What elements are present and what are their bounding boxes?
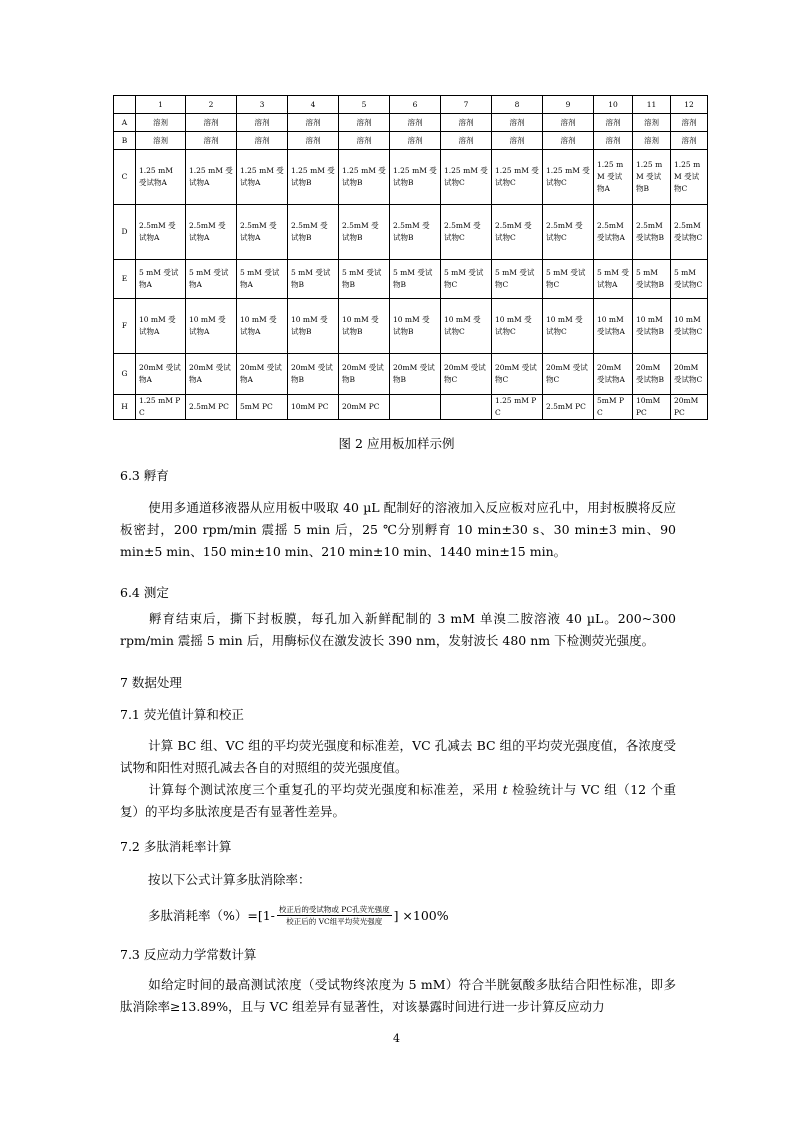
table-cell: 溶剂 [441,114,492,132]
section-heading-6-4: 6.4 测定 [120,585,169,600]
table-cell: 2.5mM PC [186,395,237,420]
page-number: 4 [393,1032,400,1045]
table-cell: 1.25 mM 受试物B [390,150,441,205]
table-cell: 20mM 受试物B [633,354,671,395]
table-cell: 20mM 受试物B [339,354,390,395]
table-cell: 溶剂 [237,132,288,150]
section-7-3-text: 如给定时间的最高测试浓度（受试物终浓度为 5 mM）符合半胱氨酸多肽结合阳性标准，即多肽消除率≥13.89%，且与 VC 组差异有显著性，对该暴露时间进行进一步计算反应动力 [120,977,676,1014]
table-cell: 2.5mM 受试物A [594,205,633,260]
table-cell: 10 mM 受试物A [136,299,186,354]
table-cell: 溶剂 [288,114,339,132]
row-label: A [114,114,136,132]
row-label: D [114,205,136,260]
column-header: 5 [339,96,390,114]
column-header: 7 [441,96,492,114]
table-cell: 20mM 受试物C [543,354,594,395]
table-cell: 20mM 受试物A [186,354,237,395]
row-label: B [114,132,136,150]
table-cell: 20mM PC [671,395,708,420]
table-cell: 1.25 mM PC [492,395,543,420]
table-cell: 1.25 mM 受试物C [441,150,492,205]
table-cell: 20mM 受试物B [390,354,441,395]
column-header: 10 [594,96,633,114]
section-heading-6-3: 6.3 孵育 [120,468,169,483]
column-header: 6 [390,96,441,114]
column-header: 11 [633,96,671,114]
table-cell: 5 mM 受试物C [543,260,594,299]
formula [148,898,449,932]
table-cell: 20mM 受试物B [288,354,339,395]
table-cell: 1.25 mM 受试物A [594,150,633,205]
table-cell: 10 mM 受试物C [441,299,492,354]
table-cell: 1.25 mM 受试物C [671,150,708,205]
table-cell [390,395,441,420]
section-heading-7-2: 7.2 多肽消耗率计算 [120,839,232,854]
table-cell: 溶剂 [543,132,594,150]
table-cell: 5 mM 受试物B [339,260,390,299]
table-cell: 10 mM 受试物B [633,299,671,354]
table-cell: 溶剂 [339,132,390,150]
table-row [114,299,708,354]
column-header: 8 [492,96,543,114]
table-cell: 10 mM 受试物A [186,299,237,354]
row-label: G [114,354,136,395]
row-label: C [114,150,136,205]
table-cell: 溶剂 [136,114,186,132]
table-cell: 1.25 mM 受试物B [339,150,390,205]
table-cell: 10 mM 受试物B [288,299,339,354]
table-cell: 溶剂 [390,114,441,132]
table-row [114,205,708,260]
table-cell: 20mM 受试物C [441,354,492,395]
table-cell: 溶剂 [441,132,492,150]
table-row [114,150,708,205]
table-cell: 5mM PC [594,395,633,420]
table-cell: 溶剂 [633,132,671,150]
table-cell: 2.5mM 受试物C [492,205,543,260]
formula-left: 多肽消耗率（%）=[1- [148,908,275,923]
table-cell: 溶剂 [492,132,543,150]
row-label: H [114,395,136,420]
table-cell: 10 mM 受试物B [390,299,441,354]
table-cell: 1.25 mM 受试物A [186,150,237,205]
table-cell: 2.5mM 受试物C [441,205,492,260]
table-cell: 2.5mM 受试物B [339,205,390,260]
table-cell: 2.5mM 受试物A [136,205,186,260]
column-header: 1 [136,96,186,114]
table-cell: 溶剂 [186,132,237,150]
table-cell: 10 mM 受试物A [237,299,288,354]
table-cell: 5 mM 受试物C [492,260,543,299]
table-row [114,132,708,150]
table-row [114,395,708,420]
table-cell: 溶剂 [671,114,708,132]
table-cell: 20mM 受试物A [594,354,633,395]
table-cell: 5 mM 受试物B [288,260,339,299]
table-header-row [114,96,708,114]
table-cell: 5 mM 受试物C [441,260,492,299]
formula-fraction [277,904,392,927]
section-6-3-text: 使用多通道移液器从应用板中吸取 40 µL 配制好的溶液加入反应板对应孔中，用封板膜将反应板密封，200 rpm/min 震摇 5 min 后，25 ℃分别孵育 10 min±30 s、30 min±3 min、90 min±5 min、150 min±10 min、210 min±10 min、1440 min±15 min。 [120,500,676,559]
row-label: F [114,299,136,354]
table-cell: 1.25 mM 受试物A [136,150,186,205]
column-header: 3 [237,96,288,114]
table-cell: 溶剂 [237,114,288,132]
table-cell: 10mM PC [633,395,671,420]
table-cell: 1.25 mM 受试物B [288,150,339,205]
table-cell: 2.5mM 受试物B [633,205,671,260]
column-header: 4 [288,96,339,114]
table-cell: 20mM 受试物C [671,354,708,395]
table-cell: 5 mM 受试物B [633,260,671,299]
table-cell: 1.25 mM 受试物C [492,150,543,205]
plate-layout-table [113,95,708,420]
section-7-1-para1: 计算 BC 组、VC 组的平均荧光强度和标准差，VC 孔减去 BC 组的平均荧光强度值，各浓度受试物和阳性对照孔减去各自的对照组的荧光强度值。 [120,738,676,775]
row-label: E [114,260,136,299]
table-cell: 10 mM 受试物C [671,299,708,354]
figure-caption: 图 2 应用板加样示例 [338,436,455,451]
table-cell: 溶剂 [492,114,543,132]
column-header: 9 [543,96,594,114]
table-cell: 2.5mM 受试物C [671,205,708,260]
table-cell: 溶剂 [186,114,237,132]
table-cell: 5mM PC [237,395,288,420]
table-cell: 5 mM 受试物A [237,260,288,299]
table-corner-cell [114,96,136,114]
table-cell: 溶剂 [136,132,186,150]
table-cell: 20mM 受试物A [237,354,288,395]
formula-right: ] ×100% [393,907,449,923]
table-cell: 20mM PC [339,395,390,420]
section-heading-7-1: 7.1 荧光值计算和校正 [120,707,244,722]
table-cell: 溶剂 [633,114,671,132]
table-cell: 溶剂 [543,114,594,132]
column-header: 12 [671,96,708,114]
table-cell: 10 mM 受试物C [492,299,543,354]
table-cell: 2.5mM 受试物C [543,205,594,260]
table-cell: 5 mM 受试物A [594,260,633,299]
table-cell: 20mM 受试物A [136,354,186,395]
table-cell: 5 mM 受试物A [136,260,186,299]
table-cell: 5 mM 受试物A [186,260,237,299]
table-cell: 5 mM 受试物B [390,260,441,299]
table-cell: 1.25 mM 受试物C [543,150,594,205]
section-7-1-para2: 计算每个测试浓度三个重复孔的平均荧光强度和标准差，采用 t 检验统计与 VC 组（12 个重复）的平均多肽浓度是否有显著性差异。 [120,782,676,819]
table-row [114,114,708,132]
table-cell: 2.5mM 受试物A [186,205,237,260]
table-cell: 1.25 mM 受试物A [237,150,288,205]
table-cell: 2.5mM 受试物B [390,205,441,260]
table-cell: 溶剂 [594,132,633,150]
section-heading-7-3: 7.3 反应动力学常数计算 [120,947,257,962]
formula-intro: 按以下公式计算多肽消除率： [148,872,311,887]
table-cell: 溶剂 [288,132,339,150]
table-cell: 5 mM 受试物C [671,260,708,299]
table-cell: 20mM 受试物C [492,354,543,395]
table-cell: 10mM PC [288,395,339,420]
table-row [114,354,708,395]
table-cell: 10 mM 受试物A [594,299,633,354]
table-cell: 溶剂 [594,114,633,132]
section-6-4-text: 孵育结束后，撕下封板膜，每孔加入新鲜配制的 3 mM 单溴二胺溶液 40 µL。200~300 rpm/min 震摇 5 min 后，用酶标仪在激发波长 390 nm，发射波长 480 nm 下检测荧光强度。 [120,611,676,648]
table-row [114,260,708,299]
formula-numerator: 校正后的受试物或 PC孔荧光强度 [278,904,390,914]
table-cell: 2.5mM 受试物B [288,205,339,260]
table-cell [441,395,492,420]
table-cell: 溶剂 [671,132,708,150]
table-cell: 1.25 mM PC [136,395,186,420]
section-heading-7: 7 数据处理 [120,675,182,690]
table-cell: 10 mM 受试物C [543,299,594,354]
table-cell: 溶剂 [390,132,441,150]
table-cell: 2.5mM PC [543,395,594,420]
formula-denominator: 校正后的 VC组平均荧光强度 [286,916,383,926]
table-cell: 10 mM 受试物B [339,299,390,354]
table-cell: 溶剂 [339,114,390,132]
column-header: 2 [186,96,237,114]
table-cell: 2.5mM 受试物A [237,205,288,260]
table-cell: 1.25 mM 受试物B [633,150,671,205]
